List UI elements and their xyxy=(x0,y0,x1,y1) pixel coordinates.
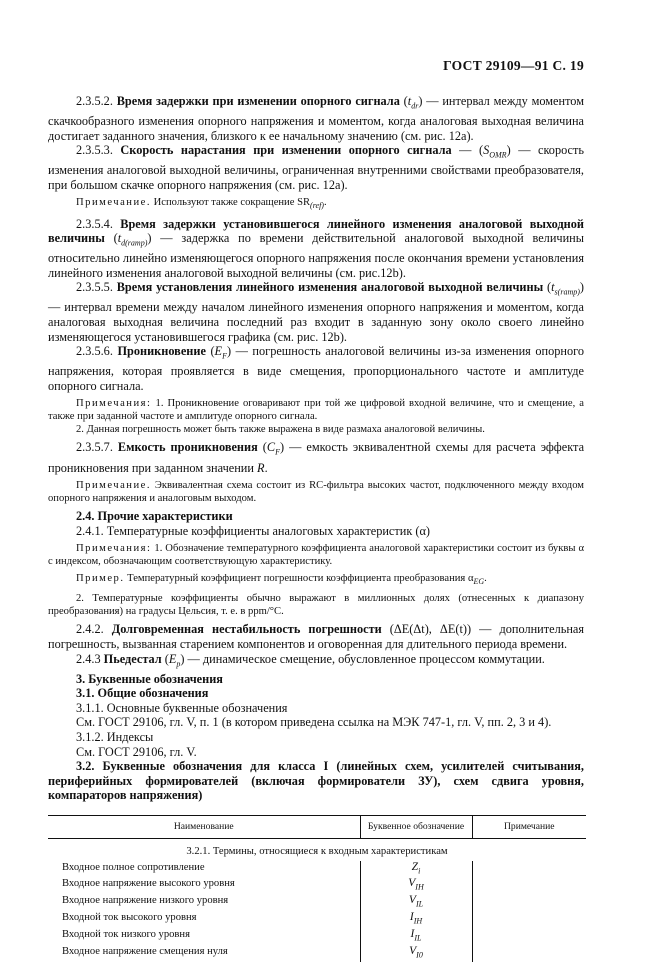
note-label: Примечания: xyxy=(76,543,152,555)
symbol: V xyxy=(409,945,417,958)
para-number: 2.3.5.6. xyxy=(76,344,113,359)
para-number: 2.3.5.4. xyxy=(76,216,113,231)
row-symbol xyxy=(360,945,472,962)
table-row xyxy=(48,928,586,945)
symbol-subscript: IH xyxy=(415,882,424,892)
para-text: — емкость эквивалентной схемы для расчета эффекта проникновения при заданном значении xyxy=(48,440,585,475)
paragraph-3-1-2: 3.1.2. Индексы xyxy=(76,730,154,745)
paragraph-2-3-5-2: 2.3.5.2. Время задержки при изменении опорного сигнала $(t_{dr})$ — интервал между моментом скачкообразного изменения опорного напряжения и моментом, когда аналоговая выходная величина достигает заданного значения, близкого к ее начальному значению (см. рис. 12а). xyxy=(48,94,584,143)
row-note xyxy=(472,894,586,911)
note-end: . xyxy=(323,197,327,209)
example xyxy=(48,572,584,588)
symbol: t xyxy=(407,94,412,108)
symbol-subscript: dr xyxy=(411,101,419,111)
table-row xyxy=(48,945,586,962)
paragraph-2-4-2 xyxy=(48,622,584,651)
paragraph-2-3-5-5: 2.3.5.5. Время установления линейного изменения аналоговой выходной величины $(t_{s(ramp)})$ — интервал времени между началом линейного изменения опорного напряжения и моментом, когда аналоговая выходная величина последний раз входит в заданную зону около своего линейно изменяющегося установившегося графика (см. рис. 12b). xyxy=(48,280,584,344)
note-text: 1. Обозначение температурного коэффициента аналоговой характеристики состоит из буквы α с индексом, обозначающим соответствующую характеристику. xyxy=(48,543,584,568)
para-text: — дополнительная погрешность, вызванная старением компонентов и оговоренная для длительного периода времени. xyxy=(48,622,585,651)
table-row xyxy=(48,861,586,878)
row-note xyxy=(472,928,586,945)
row-name: Входное напряжение высокого уровня xyxy=(62,878,235,890)
note-2 xyxy=(48,397,584,423)
note-4-item-2: 2. Температурные коэффициенты обычно выражают в миллионных долях (отнесенных к диапазону преобразования) на градусы Цельсия, т. е. в ppm/°C. xyxy=(48,593,584,618)
symbol-subscript: F xyxy=(222,351,227,361)
term: Скорость нарастания при изменении опорного сигнала xyxy=(120,143,452,158)
example-text: Температурный коэффициент погрешности коэффициента преобразования α xyxy=(127,573,474,585)
section-title: 3.2. Буквенные обозначения для класса I (линейных схем, усилителей считывания, периферийных формирователей (включая формирователи ЗУ), схем сдвига уровня, компараторов напряжения) xyxy=(48,759,584,803)
row-symbol xyxy=(360,861,472,878)
table-header-row xyxy=(48,815,586,838)
symbol-subscript: IL xyxy=(414,933,422,943)
para-end: . xyxy=(264,460,268,475)
section-title: 2.4. Прочие характеристики xyxy=(76,509,233,524)
row-symbol xyxy=(360,894,472,911)
term: Время задержки при изменении опорного сигнала xyxy=(116,94,400,108)
paragraph-2-3-5-4: 2.3.5.4. Время задержки установившегося линейного изменения аналоговой выходной величины $(t_{d(ramp)})$ — задержка по времени действительной аналоговой выходной величины относительно линейно изменяющегося опорного напряжения после окончания времени установления линейного изменения аналоговой выходной величины (см. рис.12b). xyxy=(48,216,585,280)
row-name: Входной ток высокого уровня xyxy=(62,912,197,924)
row-name: Входное напряжение низкого уровня xyxy=(62,895,229,907)
term: Время задержки установившегося линейного изменения аналоговой выходной величины xyxy=(48,216,584,246)
term: Емкость проникновения xyxy=(117,440,258,455)
note-label: Примечание. xyxy=(76,197,151,209)
para-text: — задержка по времени действительной аналоговой выходной величины относительно линейно изменяющегося опорного напряжения после окончания времени установления линейного изменения аналоговой выходной величины (см. рис.12b). xyxy=(48,231,585,280)
row-symbol xyxy=(360,928,472,945)
term: Пьедестал xyxy=(103,651,162,666)
para-number: 2.3.5.2. xyxy=(76,94,113,108)
column-header-note: Примечание xyxy=(472,815,586,838)
note-1 xyxy=(48,196,584,212)
para-number: 2.3.5.7. xyxy=(76,440,113,455)
note-label: Примечания: xyxy=(76,398,152,410)
row-note xyxy=(472,861,586,878)
paragraph-3-1-1: 3.1.1. Основные буквенные обозначения xyxy=(76,700,288,715)
row-name: Входной ток низкого уровня xyxy=(62,929,190,941)
table-row xyxy=(48,911,586,928)
para-text: — скорость изменения аналоговой выходной величины, ограниченная внутренними свойствами преобразователя, при большом скачке опорного напряжения (см. рис. 12а). xyxy=(48,143,584,192)
para-number: 2.3.5.3. xyxy=(76,143,113,158)
row-note xyxy=(472,911,586,928)
section-3-2-title xyxy=(48,759,584,803)
symbol-subscript: F xyxy=(275,447,280,457)
symbol: I xyxy=(410,928,415,941)
example-end: . xyxy=(484,573,487,585)
paragraph-2-4-1: 2.4.1. Температурные коэффициенты аналоговых характеристик (α) xyxy=(76,523,431,538)
row-symbol xyxy=(360,911,472,928)
note-item: 1. Проникновение оговаривают при той же цифровой входной величине, что и смещение, а также при заданной частоте и амплитуде опорного сигнала. xyxy=(48,398,584,423)
symbol: V xyxy=(408,877,416,890)
paragraph-2-4-3: 2.4.3 Пьедестал $(E_p)$ — динамическое смещение, обусловленное процессом коммутации. xyxy=(76,651,545,669)
symbol: E xyxy=(168,651,177,666)
section-title: 3.1. Общие обозначения xyxy=(76,686,209,701)
section-2-4-title xyxy=(48,509,584,524)
row-name: Входное напряжение смещения нуля xyxy=(62,946,228,958)
row-note xyxy=(472,945,586,962)
table-row xyxy=(48,877,586,894)
paragraph-2-3-5-3: 2.3.5.3. Скорость нарастания при изменении опорного сигнала — $(S_{OMR})$ — скорость изменения аналоговой выходной величины, ограниченная внутренними свойствами преобразователя, при большом скачке опорного напряжения (см. рис. 12а). xyxy=(48,143,584,192)
example-label: Пример. xyxy=(76,573,125,585)
para-text: — погрешность аналоговой величины из-за изменения опорного напряжения, которая проявляется в виде смещения, пропорционального частоте и амплитуде опорного сигнала. xyxy=(48,344,585,393)
symbol: t xyxy=(551,280,555,295)
section-3-1-title xyxy=(48,686,584,701)
column-header-name: Наименование xyxy=(48,815,360,838)
note-text: Эквивалентная схема состоит из RC-фильтра высоких частот, подключенного между входом опорного напряжения и аналоговым выходом. xyxy=(48,480,584,505)
symbol: Z xyxy=(411,860,419,873)
symbol-subscript: OMR xyxy=(489,150,507,160)
symbol-subscript: d(ramp) xyxy=(121,238,148,248)
page-header: ГОСТ 29109—91 С. 19 xyxy=(443,58,584,73)
paragraph-2-3-5-6: 2.3.5.6. Проникновение $(E_F)$ — погрешность аналоговой величины из-за изменения опорного напряжения, которая проявляется в виде смещения, пропорционального частоте и амплитуде опорного сигнала. xyxy=(48,344,585,393)
symbol: t xyxy=(117,231,122,246)
symbol-subscript: i xyxy=(418,865,421,875)
symbol: (ΔE(Δt), ΔE(t)) xyxy=(389,622,472,637)
symbol: I xyxy=(409,911,414,924)
para-number: 2.4.3 xyxy=(76,651,101,666)
para-text: — интервал между моментом скачкообразного изменения опорного напряжения и моментом, когда аналоговая выходная величина достигает заданного значения, близкого к ее начальному значению (см. рис. 12а). xyxy=(48,94,584,143)
example-subscript: EG xyxy=(473,577,485,587)
paragraph-3-1-1-ref: См. ГОСТ 29106, гл. V, п. 1 (в котором приведена ссылка на МЭК 747-1, гл. V, пп. 2, 3 и 4). xyxy=(76,715,552,730)
document-body xyxy=(48,94,584,962)
section-3-title xyxy=(48,672,584,687)
paragraph-2-3-5-7: 2.3.5.7. Емкость проникновения $(C_F)$ — емкость эквивалентной схемы для расчета эффекта проникновения при заданном значении R. xyxy=(48,440,585,475)
note-label: Примечание. xyxy=(76,480,151,492)
symbol: V xyxy=(408,894,416,907)
note-subscript: (ref) xyxy=(310,201,324,211)
note-text: Используют также сокращение SR xyxy=(153,197,311,209)
table-caption-row xyxy=(48,838,586,860)
symbols-table xyxy=(48,815,586,962)
row-name: Входное полное сопротивление xyxy=(62,861,205,873)
table-row xyxy=(48,894,586,911)
row-note xyxy=(472,877,586,894)
symbol-r: R xyxy=(257,460,265,475)
section-title: 3. Буквенные обозначения xyxy=(76,671,223,686)
note-2-item-2: 2. Данная погрешность может быть также выражена в виде размаха аналоговой величины. xyxy=(76,424,485,436)
term: Долговременная нестабильность погрешности xyxy=(111,622,382,637)
symbol: E xyxy=(214,344,223,359)
para-number: 2.3.5.5. xyxy=(76,280,113,295)
para-number: 2.4.2. xyxy=(76,622,104,637)
note-4 xyxy=(48,542,584,568)
symbol: S xyxy=(483,143,490,158)
symbol-subscript: I0 xyxy=(416,950,423,960)
term: Время установления линейного изменения аналоговой выходной величины xyxy=(116,280,544,295)
para-text: — динамическое смещение, обусловленное процессом коммутации. xyxy=(187,651,545,666)
paragraph-3-1-2-ref: См. ГОСТ 29106, гл. V. xyxy=(76,744,197,759)
symbol-subscript: IL xyxy=(415,899,424,909)
table-subsection-caption: 3.2.1. Термины, относящиеся к входным характеристикам xyxy=(186,845,448,857)
para-text: — интервал времени между началом линейного изменения опорного напряжения и моментом, когда аналоговая выходная величина последний раз входит в заданную зону около своего линейно изменяющегося установившегося графика (см. рис. 12b). xyxy=(48,300,584,344)
symbol-subscript: p xyxy=(176,659,181,669)
symbol-subscript: IH xyxy=(413,916,423,926)
symbol-subscript: s(ramp) xyxy=(554,287,580,297)
column-header-symbol: Буквенное обозначение xyxy=(360,815,472,838)
symbol: C xyxy=(266,440,276,455)
term: Проникновение xyxy=(117,344,206,359)
note-3 xyxy=(48,479,584,505)
row-symbol xyxy=(360,877,472,894)
